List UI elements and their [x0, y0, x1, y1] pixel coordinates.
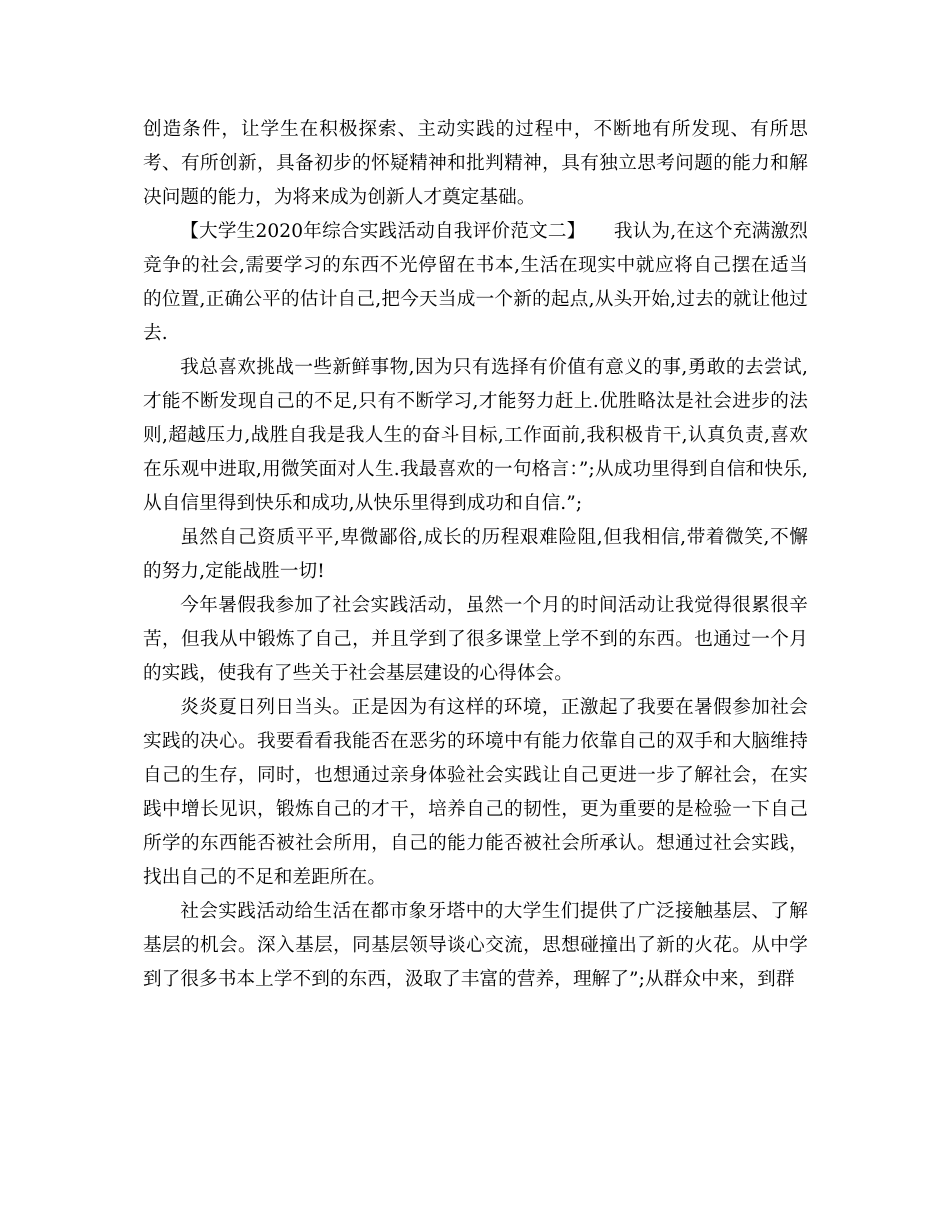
paragraph-3: 我总喜欢挑战一些新鲜事物,因为只有选择有价值有意义的事,勇敢的去尝试,才能不断发现自己的不足,只有不断学习,才能努力赶上.优胜略汰是社会进步的法则,超越压力,战胜自我是我人生的奋斗目标,工作面前,我积极肯干,认真负责,喜欢在乐观中进取,用微笑面对人生.我最喜欢的一句格言：”;从成功里得到自信和快乐,从自信里得到快乐和成功,从快乐里得到成功和自信.”; [143, 357, 808, 514]
paragraph-7: 社会实践活动给生活在都市象牙塔中的大学生们提供了广泛接触基层、了解基层的机会。深入基层，同基层领导谈心交流，思想碰撞出了新的火花。从中学到了很多书本上学不到的东西，汲取了丰富的营养，理解了”;从群众中来，到群 [143, 901, 808, 990]
paragraph-5: 今年暑假我参加了社会实践活动，虽然一个月的时间活动让我觉得很累很辛苦，但我从中锻炼了自己，并且学到了很多课堂上学不到的东西。也通过一个月的实践，使我有了些关于社会基层建设的心得体会。 [143, 595, 808, 684]
paragraph-1: 创造条件，让学生在积极探索、主动实践的过程中，不断地有所发现、有所思考、有所创新，具备初步的怀疑精神和批判精神，具有独立思考问题的能力和解决问题的能力，为将来成为创新人才奠定基础。 [143, 119, 808, 208]
paragraph-4: 虽然自己资质平平,卑微鄙俗,成长的历程艰难险阻,但我相信,带着微笑,不懈的努力,定能战胜一切! [143, 527, 808, 582]
paragraph-6: 炎炎夏日列日当头。正是因为有这样的环境，正激起了我要在暑假参加社会实践的决心。我要看看我能否在恶劣的环境中有能力依靠自己的双手和大脑维持自己的生存，同时，也想通过亲身体验社会实践让自己更进一步了解社会，在实践中增长见识，锻炼自己的才干，培养自己的韧性，更为重要的是检验一下自己所学的东西能否被社会所用，自己的能力能否被社会所承认。想通过社会实践，找出自己的不足和差距所在。 [143, 697, 808, 888]
paragraph-2: 【大学生2020年综合实践活动自我评价范文二】 我认为,在这个充满激烈竞争的社会,需要学习的东西不光停留在书本,生活在现实中就应将自己摆在适当的位置,正确公平的估计自己,把今天当成一个新的起点,从头开始,过去的就让他过去. [143, 221, 808, 344]
